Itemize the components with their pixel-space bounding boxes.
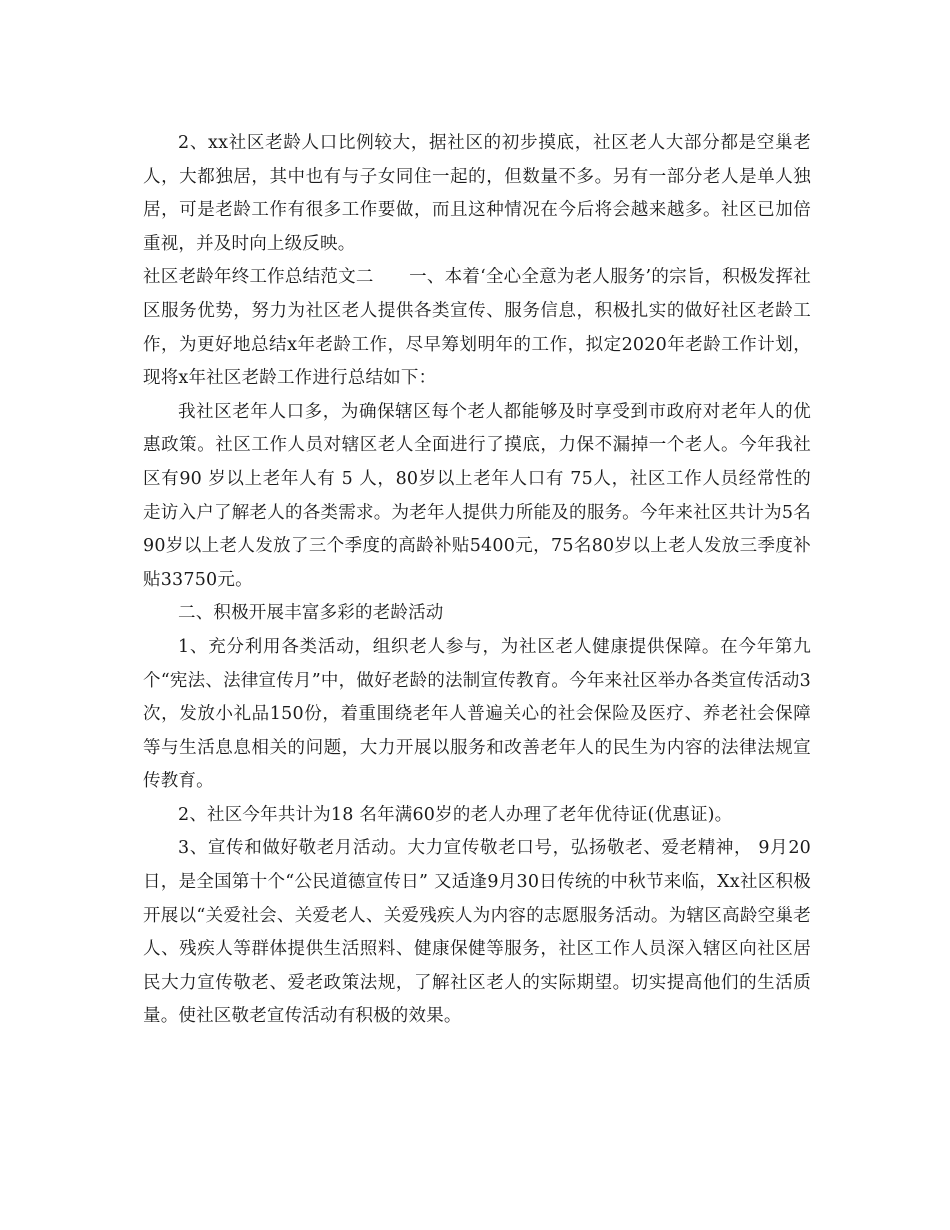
paragraph-respect-month: 3、宣传和做好敬老月活动。大力宣传敬老口号，弘扬敬老、爱老精神， 9月20日，是全国第十个“公民道德宣传日” 又适逢9月30日传统的中秋节来临，Xx社区积极开展以“关爱社会、关爱老人、关爱残疾人为内容的志愿服务活动。为辖区高龄空巢老人、残疾人等群体提供生活照料、健康保健等服务，社区工作人员深入辖区向社区居民大力宣传敬老、爱老政策法规，了解社区老人的实际期望。切实提高他们的生活质量。使社区敬老宣传活动有积极的效果。 xyxy=(143,838,811,1027)
paragraph-elderly-population-ratio: 2、xx社区老龄人口比例较大，据社区的初步摸底，社区老人大部分都是空巢老人，大都独居，其中也有与子女同住一起的，但数量不多。另有一部分老人是单人独居，可是老龄工作有很多工作要做，而且这种情况在今后将会越来越多。社区已加倍重视，并及时向上级反映。 xyxy=(143,133,811,254)
section-heading-activities: 二、积极开展丰富多彩的老龄活动 xyxy=(178,603,444,624)
paragraph-elderly-subsidies: 我社区老年人口多，为确保辖区每个老人都能够及时享受到市政府对老年人的优惠政策。社区工作人员对辖区老人全面进行了摸底，力保不漏掉一个老人。今年我社区有90 岁以上老年人有 5 人，80岁以上老年人口有 75人，社区工作人员经常性的走访入户了解老人的各类需求。为老年人提供力所能及的服务。今年来社区共计为5名90岁以上老人发放了三个季度的高龄补贴5400元，75名80岁以上老人发放三季度补贴33750元。 xyxy=(143,401,811,590)
paragraph-summary-intro: 社区老龄年终工作总结范文二 一、本着‘全心全意为老人服务’的宗旨，积极发挥社区服务优势，努力为社区老人提供各类宣传、服务信息，积极扎实的做好社区老龄工作，为更好地总结x年老龄工作，尽早筹划明年的工作，拟定2020年老龄工作计划，现将x年社区老龄工作进行总结如下： xyxy=(143,267,811,389)
paragraph-senior-card: 2、社区今年共计为18 名年满60岁的老人办理了老年优待证(优惠证)。 xyxy=(178,804,733,825)
paragraph-legal-education: 1、充分利用各类活动，组织老人参与，为社区老人健康提供保障。在今年第九个“宪法、法律宣传月”中，做好老龄的法制宣传教育。今年来社区举办各类宣传活动3次，发放小礼品150份，着重围绕老年人普遍关心的社会保险及医疗、养老社会保障等与生活息息相关的问题，大力开展以服务和改善老年人的民生为内容的法律法规宣传教育。 xyxy=(143,636,811,792)
document-body xyxy=(143,127,811,1034)
